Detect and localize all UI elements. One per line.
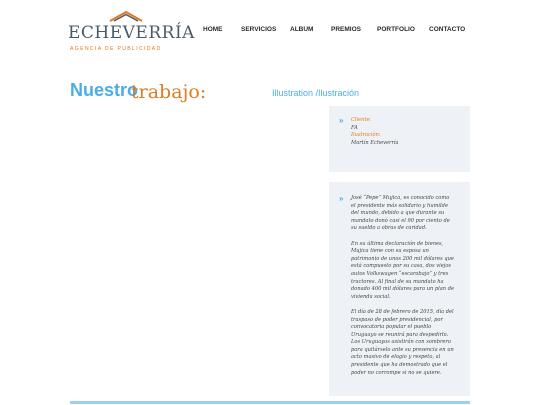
nav-album[interactable]: ALBUM — [290, 26, 314, 33]
description-line: José “Pepe” Mujica, es conocido como — [351, 195, 450, 201]
chevron-right-icon: » — [339, 116, 344, 125]
description-line: vivienda social. — [351, 293, 391, 300]
description-line: Uruguayo se reunirá para despedirlo. — [351, 331, 449, 338]
footer-divider — [70, 401, 470, 404]
description-line: mandato donó casi el 90 por ciento de — [351, 217, 450, 224]
description-line: acto masivo de elogio y respeto, al — [351, 354, 441, 361]
description-paragraph — [351, 241, 463, 302]
logo[interactable] — [68, 8, 195, 54]
nav-home[interactable]: HOME — [203, 26, 223, 33]
info-panel — [329, 106, 470, 172]
description-line: patrimonio de unos 200 mil dólares que — [351, 255, 454, 262]
description-line: Mujica tiene con su esposa un — [351, 248, 429, 255]
page-title-part1: Nuestro — [70, 80, 139, 100]
description-paragraph — [351, 195, 463, 233]
description-line: para quitárselo ante su presencia en un — [351, 346, 454, 353]
nav-portfolio[interactable]: PORTFOLIO — [377, 26, 415, 33]
logo-name: ECHEVERRÍA — [68, 23, 195, 43]
description-line: del mundo, debido a que durante su — [351, 210, 445, 217]
description-line: está compuesto por su casa, dos viejos — [351, 263, 451, 270]
description-line: presidente que ha demostrado que el — [351, 362, 448, 369]
description-line: tractores. Al final de su mandato ha — [351, 278, 444, 285]
description-line: Los Uruguayos asistirán con sombrero — [351, 339, 451, 346]
illustration-label: Ilustración: — [351, 132, 381, 139]
description-line: donado 400 mil dólares para un plan de — [351, 286, 454, 293]
chevron-right-icon: » — [339, 194, 344, 203]
description-line: traspaso de poder presidencial, por — [351, 316, 443, 323]
client-label: Cliente: — [351, 117, 372, 123]
description-line: su sueldo a obras de caridad. — [351, 225, 427, 232]
logo-subtitle: AGENCIA DE PUBLICIDAD — [70, 46, 162, 52]
nav-premios[interactable]: PREMIOS — [331, 26, 361, 33]
description-line: poder no corrompe si no se quiere. — [351, 369, 442, 376]
description-line: El día de 28 de febrero de 2015, día del — [351, 308, 454, 315]
description-panel — [329, 182, 470, 396]
nav-contacto[interactable]: CONTACTO — [429, 26, 466, 33]
description-line: el presidente más solidario y humilde — [351, 202, 448, 209]
section-title: Illustration /Ilustración — [272, 88, 360, 98]
page-title-part2: trabajo: — [131, 81, 207, 103]
house-roof-icon — [108, 10, 144, 22]
description-line: autos Volkswagen “escarabajo” y tres — [351, 270, 449, 277]
description-line: convocatoria popular el pueblo — [351, 324, 432, 331]
description-line: En su última declaración de bienes, — [351, 240, 444, 247]
client-value: FA — [351, 124, 358, 131]
description-paragraph — [351, 309, 463, 377]
illustration-value: Martín Echeverría — [351, 139, 399, 146]
nav-servicios[interactable]: SERVICIOS — [241, 26, 277, 33]
description-text — [351, 195, 463, 377]
